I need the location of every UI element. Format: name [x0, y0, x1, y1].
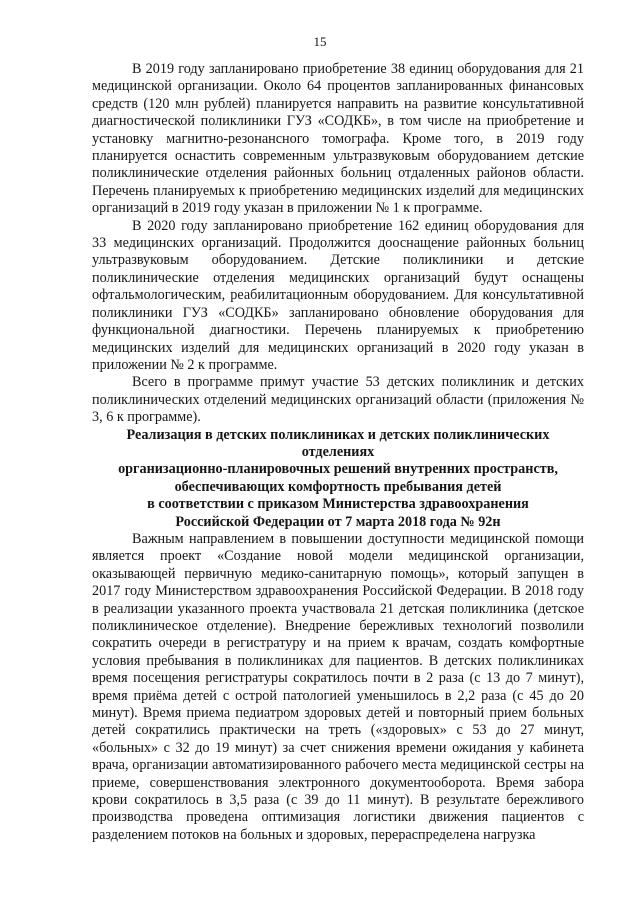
section-heading-line: Реализация в детских поликлиниках и детских поликлинических отделениях	[126, 426, 550, 460]
section-heading-line: Российской Федерации от 7 марта 2018 года № 92н	[175, 513, 501, 530]
paragraph-new-model-project: Важным направлением в повышении доступности медицинской помощи является проект «Создание новой модели медицинской организации, оказывающей первичную медико-санитарную помощь», который запущен в 2017 году Министерством здравоохранения Российской Федерации. В 2018 году в реализации указанного проекта участвовала 21 детская поликлиника (детское поликлиническое отделение). Внедрение бережливых технологий позволили сократить очереди в регистратуру и на прием к врачам, создать комфортные условия пребывания в поликлиниках для пациентов. В детских поликлиниках время посещения регистратуры сократилось почти в 2 раза (с 13 до 7 минут), время приёма детей с острой патологией уменьшилось в 2,2 раза (с 45 до 20 минут). Время приема педиатром здоровых детей и повторный прием больных детей сократились практически на треть («здоровых» с 53 до 27 минут, «больных» с 32 до 19 минут) за счет снижения времени ожидания у кабинета врача, организации автоматизированного рабочего места медицинской сестры на приеме, совершенствования электронного документооборота. Время забора крови сократилось в 3,5 раза (с 39 до 11 минут). В результате бережливого производства проведена оптимизация логистики движения пациентов с разделением потоков на больных и здоровых, перераспределена нагрузка	[92, 530, 584, 843]
document-body	[92, 61, 584, 844]
section-heading-line: обеспечивающих комфортность пребывания детей	[174, 478, 502, 495]
section-heading	[92, 427, 584, 531]
section-heading-line: в соответствии с приказом Министерства здравоохранения	[147, 496, 529, 513]
paragraph-2019-equipment: В 2019 году запланировано приобретение 38 единиц оборудования для 21 медицинской организации. Около 64 процентов запланированных финансовых средств (120 млн рублей) планируется направить на развитие консультативной диагностической поликлиники ГУЗ «СОДКБ», в том числе на приобретение и установку магнитно-резонансного томографа. Кроме того, в 2019 году планируется оснастить современным ультразвуковым оборудованием детские поликлинические отделения районных больниц отдаленных районов области. Перечень планируемых к приобретению медицинских изделий для медицинских организаций в 2019 году указан в приложении № 1 к программе.	[92, 61, 584, 217]
paragraph-2020-equipment: В 2020 году запланировано приобретение 162 единиц оборудования для 33 медицинских организаций. Продолжится дооснащение районных больниц ультразвуковым оборудованием. Детские поликлиники и детские поликлинические отделения медицинских организаций будут оснащены офтальмологическим, реабилитационным оборудованием. Для консультативной поликлиники ГУЗ «СОДКБ» запланировано обновление оборудования для функциональной диагностики. Перечень планируемых к приобретению медицинских изделий для медицинских организаций в 2020 году указан в приложении № 2 к программе.	[92, 217, 584, 373]
section-heading-line: организационно-планировочных решений внутренних пространств,	[118, 461, 558, 478]
page-number: 15	[313, 34, 327, 49]
paragraph-program-participants: Всего в программе примут участие 53 детских поликлиник и детских поликлинических отделений медицинских организаций области (приложения № 3, 6 к программе).	[92, 374, 584, 426]
